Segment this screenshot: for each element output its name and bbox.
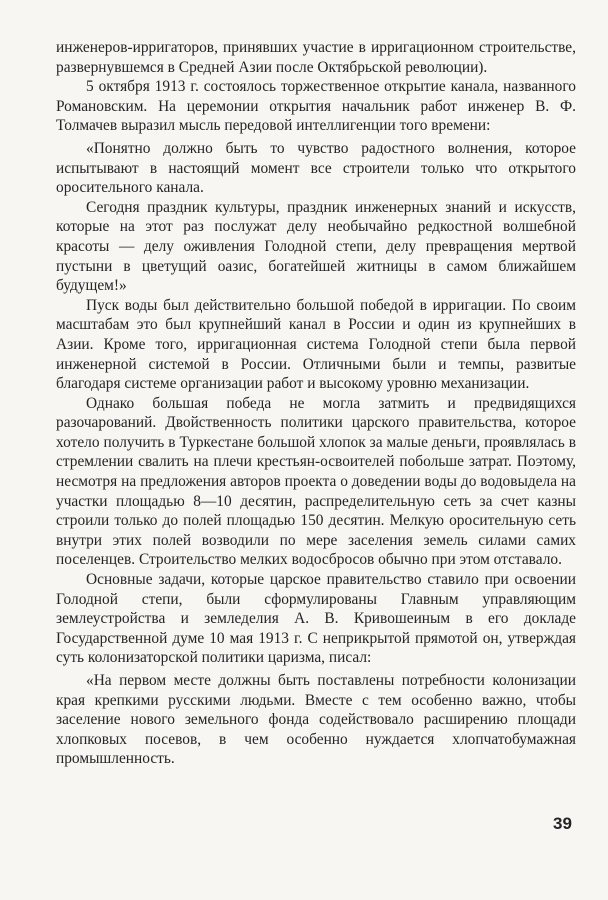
quote-tolmachev-part1: «Понятно должно быть то чувство радостного волнения, которое испытывают в настоящий момент все строители только что открытого оросительного канала. xyxy=(56,139,576,197)
quote-tolmachev-part2: Сегодня праздник культуры, праздник инженерных знаний и искусств, которые на этот раз послужат делу необычайно редкостной волшебной красоты — делу оживления Голодной степи, делу превращения мертвой пустыни в цветущий оазис, богатейшей житницы в самом ближайшем будущем!» xyxy=(56,198,576,295)
body-text xyxy=(56,38,576,769)
paragraph-continuation: инженеров-ирригаторов, принявших участие в ирригационном строительстве, развернувшемся в Средней Азии после Октябрьской революции). xyxy=(56,39,576,76)
paragraph-water-launch: Пуск воды был действительно большой победой в ирригации. По своим масштабам это был крупнейший канал в России и один из крупнейших в Азии. Кроме того, ирригационная система Голодной степи была первой инженерной системой в России. Отличными были и темпы, развитые благодаря системе организации работ и высокому уровню механизации. xyxy=(56,296,576,393)
page-number: 39 xyxy=(553,814,572,833)
paragraph-canal-opening: 5 октября 1913 г. состоялось торжественное открытие канала, названного Романовским. На церемонии открытия начальник работ инженер В. Ф. Толмачев выразил мысль передовой интеллигенции того времени: xyxy=(56,78,576,135)
paragraph-main-tasks: Основные задачи, которые царское правительство ставило при освоении Голодной степи, были сформулированы Главным управляющим землеустройства и земледелия А. В. Кривошеиным в его докладе Государственной думе 10 мая 1913 г. С неприкрытой прямотой он, утверждая суть колонизаторской политики царизма, писал: xyxy=(56,571,576,667)
quote-krivoshein: «На первом месте должны быть поставлены потребности колонизации края крепкими русскими людьми. Вместе с тем особенно важно, чтобы заселение нового земельного фонда содействовало расширению площади хлопковых посевов, в чем особенно нуждается хлопчатобумажная промышленность. xyxy=(56,672,576,768)
paragraph-disappointments: Однако большая победа не могла затмить и предвидящихся разочарований. Двойственность политики царского правительства, которое хотело получить в Туркестане большой хлопок за малые деньги, проявлялась в стремлении свалить на плечи крестьян-освоителей побольше затрат. Поэтому, несмотря на предложения авторов проекта о доведении воды до водовыдела на участки площадью 8—10 десятин, распределительную сеть за счет казны строили только до полей площадью 150 десятин. Мелкую оросительную сеть внутри этих полей возводили по мере заселения земель силами самих поселенцев. Строительство мелких водосбросов обычно при этом отставало. xyxy=(56,394,576,569)
